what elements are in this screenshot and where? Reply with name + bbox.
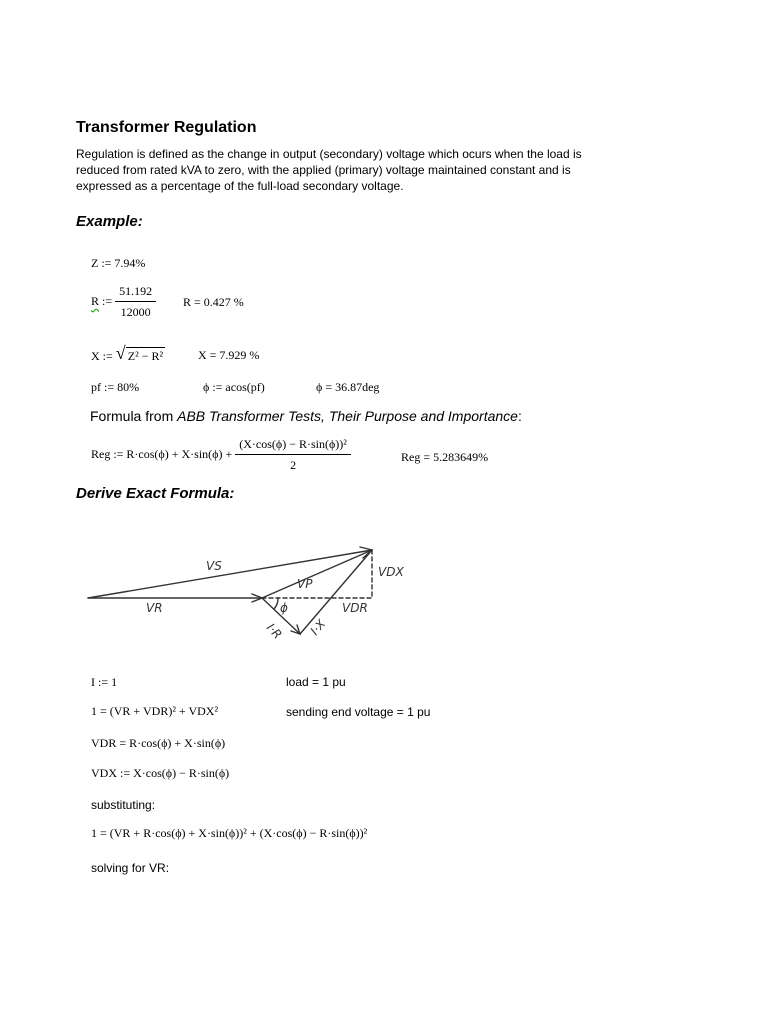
- vp-arrow: [262, 550, 372, 598]
- formula-source-prefix: Formula from: [90, 408, 178, 424]
- page-title: Transformer Regulation: [76, 119, 257, 136]
- pf-definition: pf := 80%: [91, 380, 140, 394]
- i-definition: I := 1: [91, 675, 118, 689]
- reg-numerator: (X·cos(ϕ) − R·sin(ϕ))²: [235, 437, 351, 455]
- phi-definition: ϕ := acos(pf): [203, 380, 265, 394]
- vdx-label: VDX: [378, 565, 404, 579]
- example-heading: Example:: [76, 213, 143, 230]
- equation-1: 1 = (VR + VDR)² + VDX²: [91, 704, 219, 718]
- vs-label: VS: [206, 559, 222, 573]
- x-definition: [91, 343, 165, 364]
- equation-2: 1 = (VR + R·cos(ϕ) + X·sin(ϕ))² + (X·cos(ϕ) − R·sin(ϕ))²: [91, 826, 368, 840]
- ix-arrow: [300, 550, 372, 634]
- vdx-definition: VDX := X·cos(ϕ) − R·sin(ϕ): [91, 766, 230, 780]
- substituting-label: substituting:: [91, 798, 156, 812]
- phi-result: ϕ = 36.87deg: [316, 380, 380, 394]
- vs-arrow: [88, 550, 372, 598]
- z-definition: Z := 7.94%: [91, 256, 146, 270]
- reg-lhs: Reg := R·cos(ϕ) + X·sin(ϕ) +: [91, 446, 233, 461]
- formula-source-suffix: :: [517, 408, 522, 424]
- formula-source-title: ABB Transformer Tests, Their Purpose and Importance: [177, 408, 518, 424]
- load-note: load = 1 pu: [286, 675, 346, 689]
- reg-fraction: [235, 437, 351, 473]
- vdr-definition: VDR = R·cos(ϕ) + X·sin(ϕ): [91, 736, 226, 750]
- phasor-diagram: [84, 530, 414, 650]
- r-fraction: [115, 284, 156, 320]
- r-denominator: 12000: [120, 305, 151, 319]
- r-numerator: 51.192: [115, 284, 156, 302]
- r-assign: :=: [102, 293, 113, 308]
- intro-paragraph: Regulation is defined as the change in output (secondary) voltage which ocurs when the load is reduced from rated kVA to zero, with the applied (primary) voltage maintained constant and is expressed as a percentage of the full-load secondary voltage.: [76, 147, 582, 193]
- x-lhs: X :=: [91, 349, 113, 363]
- x-result: X = 7.929 %: [198, 348, 260, 362]
- x-radicand: Z² − R²: [127, 349, 164, 363]
- reg-result: Reg = 5.283649%: [401, 450, 489, 464]
- derive-heading: Derive Exact Formula:: [76, 485, 235, 502]
- vr-label: VR: [146, 601, 163, 615]
- vp-label: VP: [297, 577, 313, 591]
- solving-label: solving for VR:: [91, 861, 170, 875]
- vdr-label: VDR: [342, 601, 368, 615]
- reg-formula: [91, 437, 351, 473]
- r-result: R = 0.427 %: [183, 295, 244, 309]
- phi-label: ϕ: [280, 601, 288, 615]
- sending-end-note: sending end voltage = 1 pu: [286, 705, 431, 719]
- sqrt-symbol: √ Z² − R²: [115, 343, 164, 363]
- ix-label: I·X: [307, 616, 329, 638]
- phi-arc: [274, 598, 278, 609]
- r-symbol: R: [91, 293, 100, 308]
- ir-label: I·R: [263, 620, 285, 642]
- reg-denominator: 2: [290, 458, 297, 472]
- r-definition: [91, 284, 156, 320]
- formula-source-line: [90, 408, 522, 424]
